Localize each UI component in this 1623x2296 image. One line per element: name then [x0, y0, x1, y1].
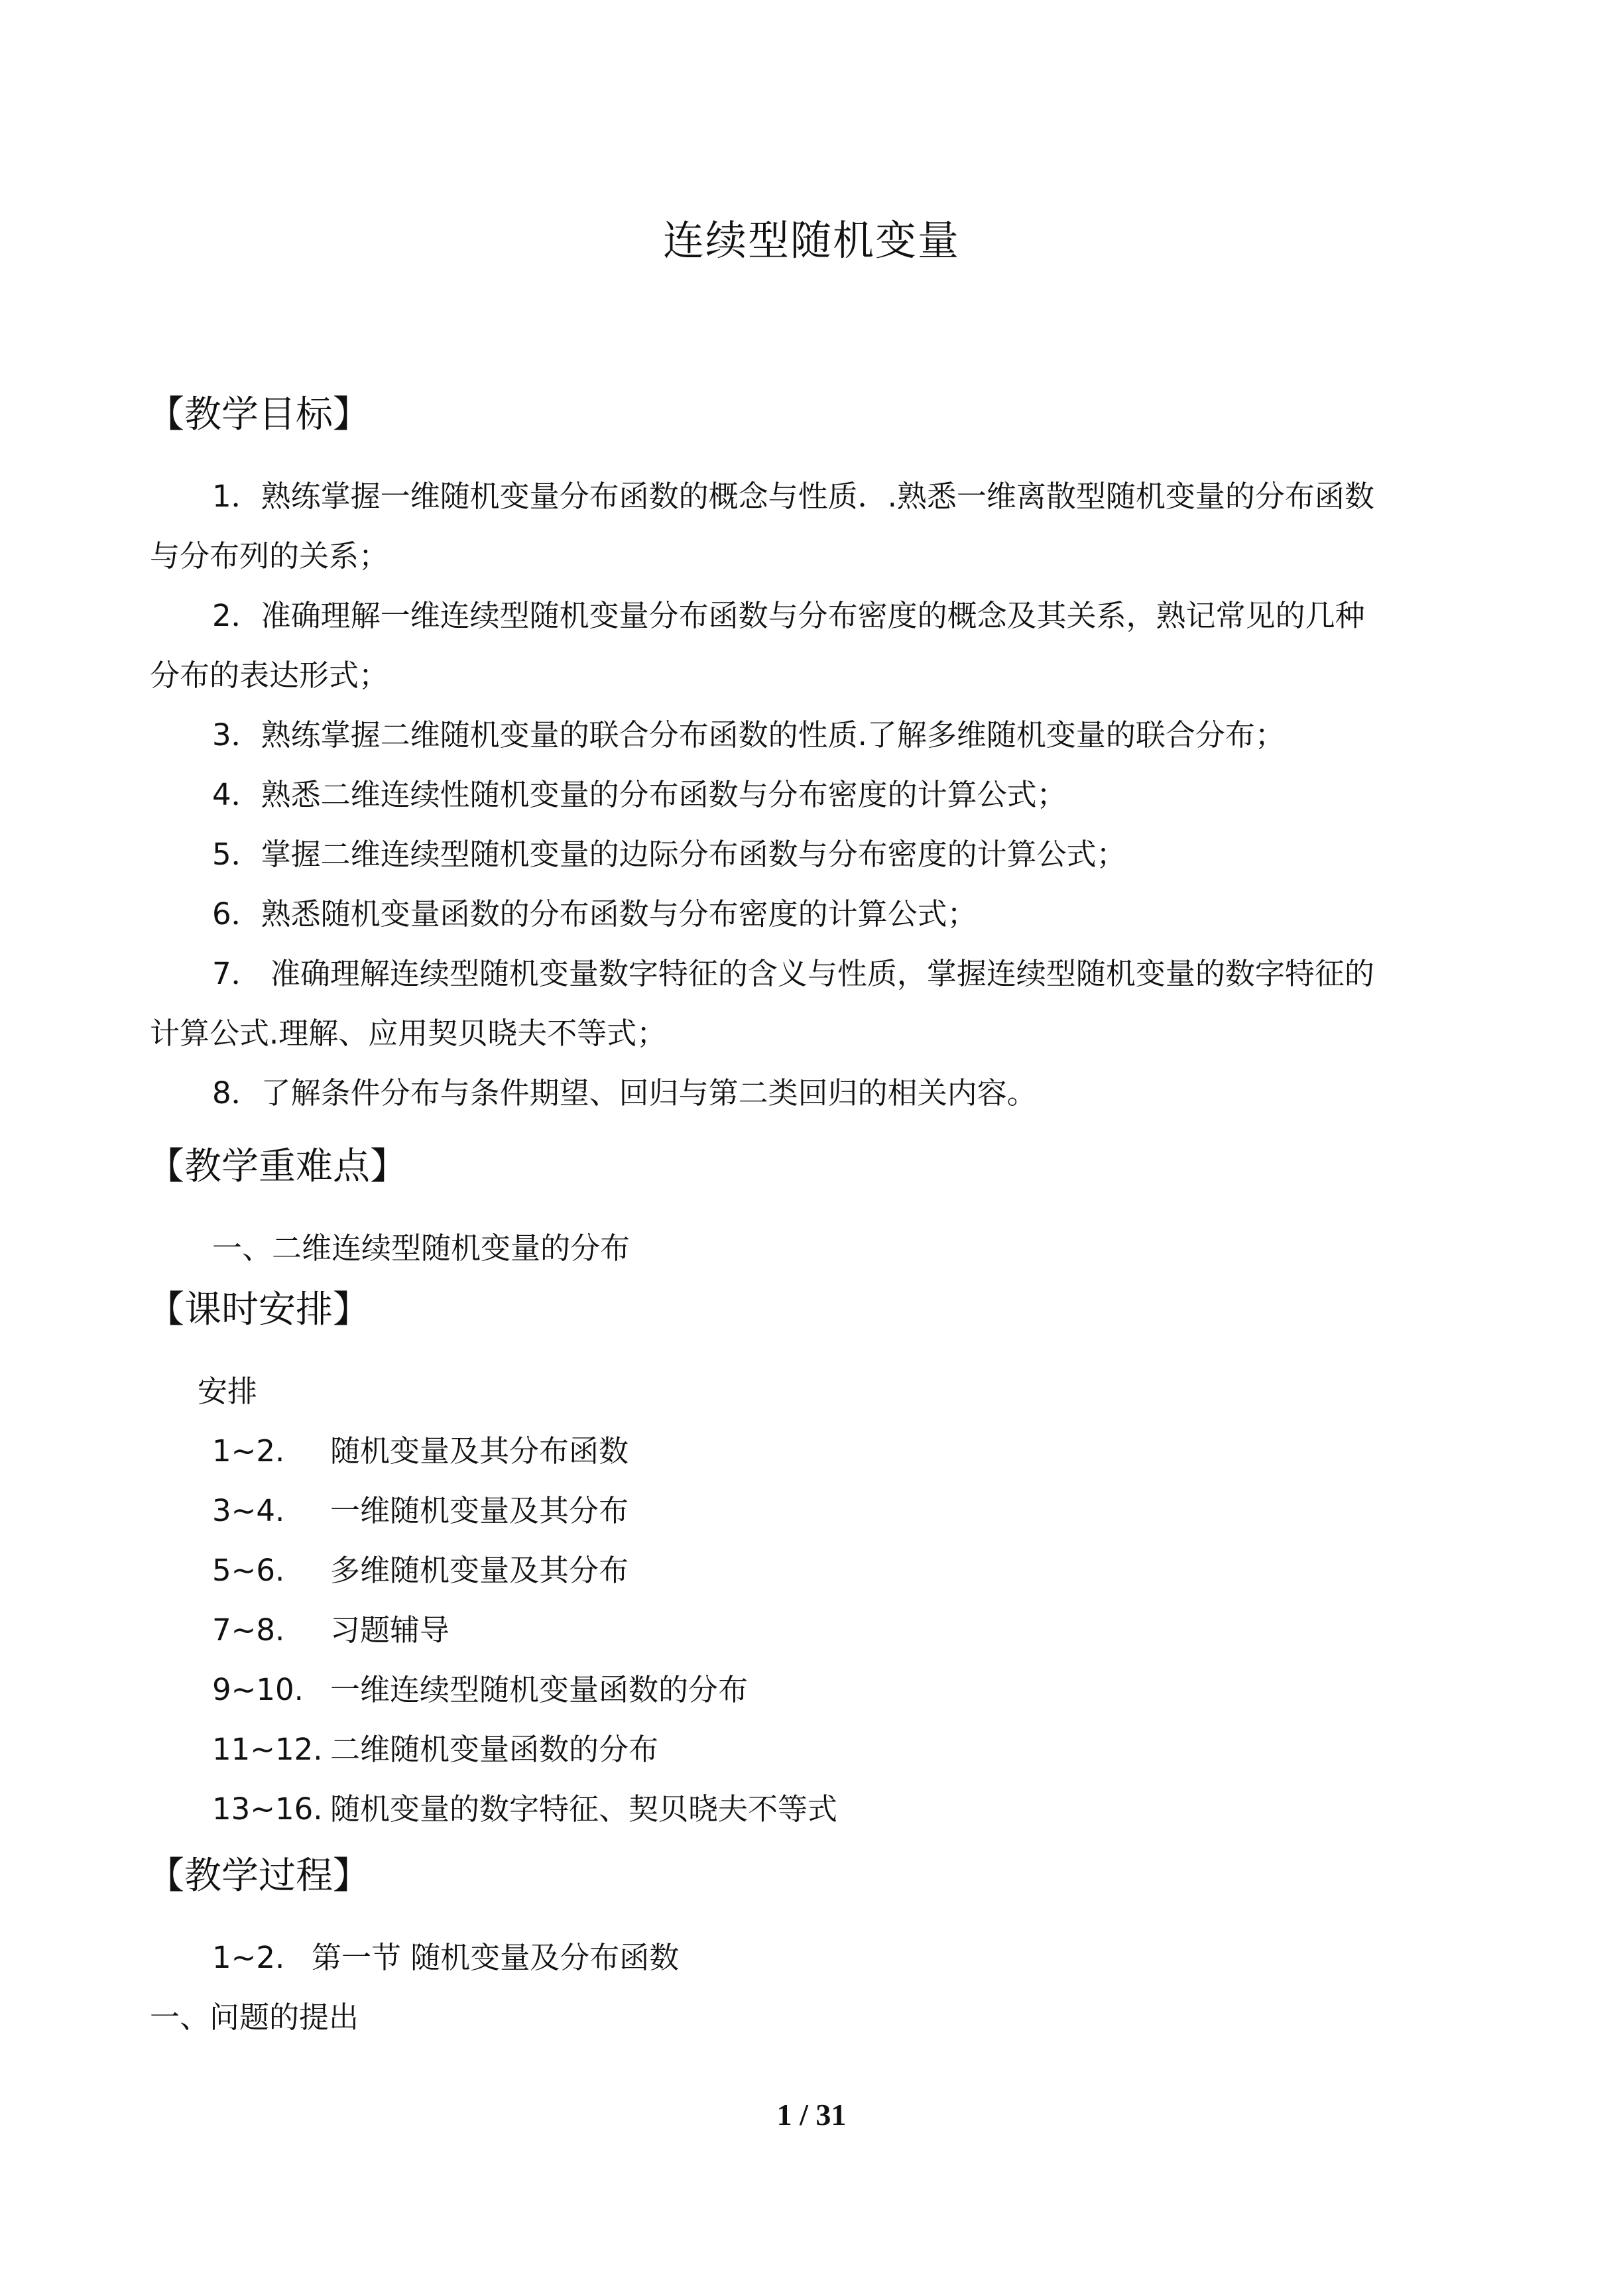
- objective-2-line2: 分布的表达形式；: [150, 658, 389, 693]
- objective-2-line1: 2．准确理解一维连续型随机变量分布函数与分布密度的概念及其关系，熟记常见的几种: [212, 598, 1365, 633]
- schedule-hours: 5~6.: [212, 1553, 285, 1588]
- schedule-row: [212, 1547, 629, 1594]
- schedule-topic: 随机变量的数字特征、契贝晓夫不等式: [330, 1791, 838, 1827]
- schedule-hours: 11~12.: [212, 1732, 323, 1767]
- objectives-heading: 【教学目标】: [147, 393, 370, 436]
- page-title: 连续型随机变量: [662, 216, 960, 265]
- schedule-topic: 多维随机变量及其分布: [330, 1553, 629, 1588]
- key-points-heading: 【教学重难点】: [147, 1145, 407, 1188]
- schedule-topic: 习题辅导: [330, 1612, 450, 1648]
- schedule-topic: 随机变量及其分布函数: [330, 1433, 629, 1469]
- schedule-hours: 13~16.: [212, 1791, 323, 1827]
- schedule-label: 安排: [198, 1374, 258, 1409]
- objective-7-line2: 计算公式.理解、应用契贝晓夫不等式；: [150, 1016, 667, 1051]
- subsection-heading: 一、问题的提出: [150, 2000, 359, 2035]
- schedule-row: [212, 1726, 658, 1773]
- schedule-topic: 一维连续型随机变量函数的分布: [330, 1672, 749, 1707]
- schedule-topic: 一维随机变量及其分布: [330, 1493, 629, 1528]
- schedule-row: [212, 1667, 748, 1713]
- schedule-topic: 二维随机变量函数的分布: [330, 1732, 659, 1767]
- schedule-hours: 7~8.: [212, 1612, 285, 1648]
- lesson-line: [212, 1935, 679, 1981]
- objective-8: 8．了解条件分布与条件期望、回归与第二类回归的相关内容。: [212, 1075, 1037, 1111]
- objective-3: 3．熟练掌握二维随机变量的联合分布函数的性质.了解多维随机变量的联合分布；: [212, 717, 1285, 753]
- objective-6: 6．熟悉随机变量函数的分布函数与分布密度的计算公式；: [212, 896, 977, 932]
- objective-1-line1: 1．熟练掌握一维随机变量分布函数的概念与性质．.熟悉一维离散型随机变量的分布函数: [212, 479, 1374, 514]
- schedule-row: [212, 1428, 629, 1475]
- process-heading: 【教学过程】: [147, 1854, 370, 1898]
- schedule-heading: 【课时安排】: [147, 1288, 370, 1331]
- lesson-title: 第一节 随机变量及分布函数: [312, 1940, 680, 1975]
- schedule-hours: 3~4.: [212, 1493, 285, 1528]
- lesson-hours: 1~2.: [212, 1940, 285, 1975]
- objective-1-line2: 与分布列的关系；: [150, 538, 389, 574]
- key-point-1: 一、二维连续型随机变量的分布: [212, 1231, 631, 1266]
- schedule-row: [212, 1786, 837, 1833]
- schedule-hours: 1~2.: [212, 1433, 285, 1469]
- page-number: 1 / 31: [776, 2098, 847, 2132]
- schedule-row: [212, 1607, 450, 1654]
- schedule-row: [212, 1488, 629, 1534]
- objective-7-line1: 7． 准确理解连续型随机变量数字特征的含义与性质，掌握连续型随机变量的数字特征的: [212, 956, 1374, 991]
- objective-5: 5．掌握二维连续型随机变量的边际分布函数与分布密度的计算公式；: [212, 837, 1126, 872]
- objective-4: 4．熟悉二维连续性随机变量的分布函数与分布密度的计算公式；: [212, 777, 1067, 812]
- schedule-hours: 9~10.: [212, 1672, 304, 1707]
